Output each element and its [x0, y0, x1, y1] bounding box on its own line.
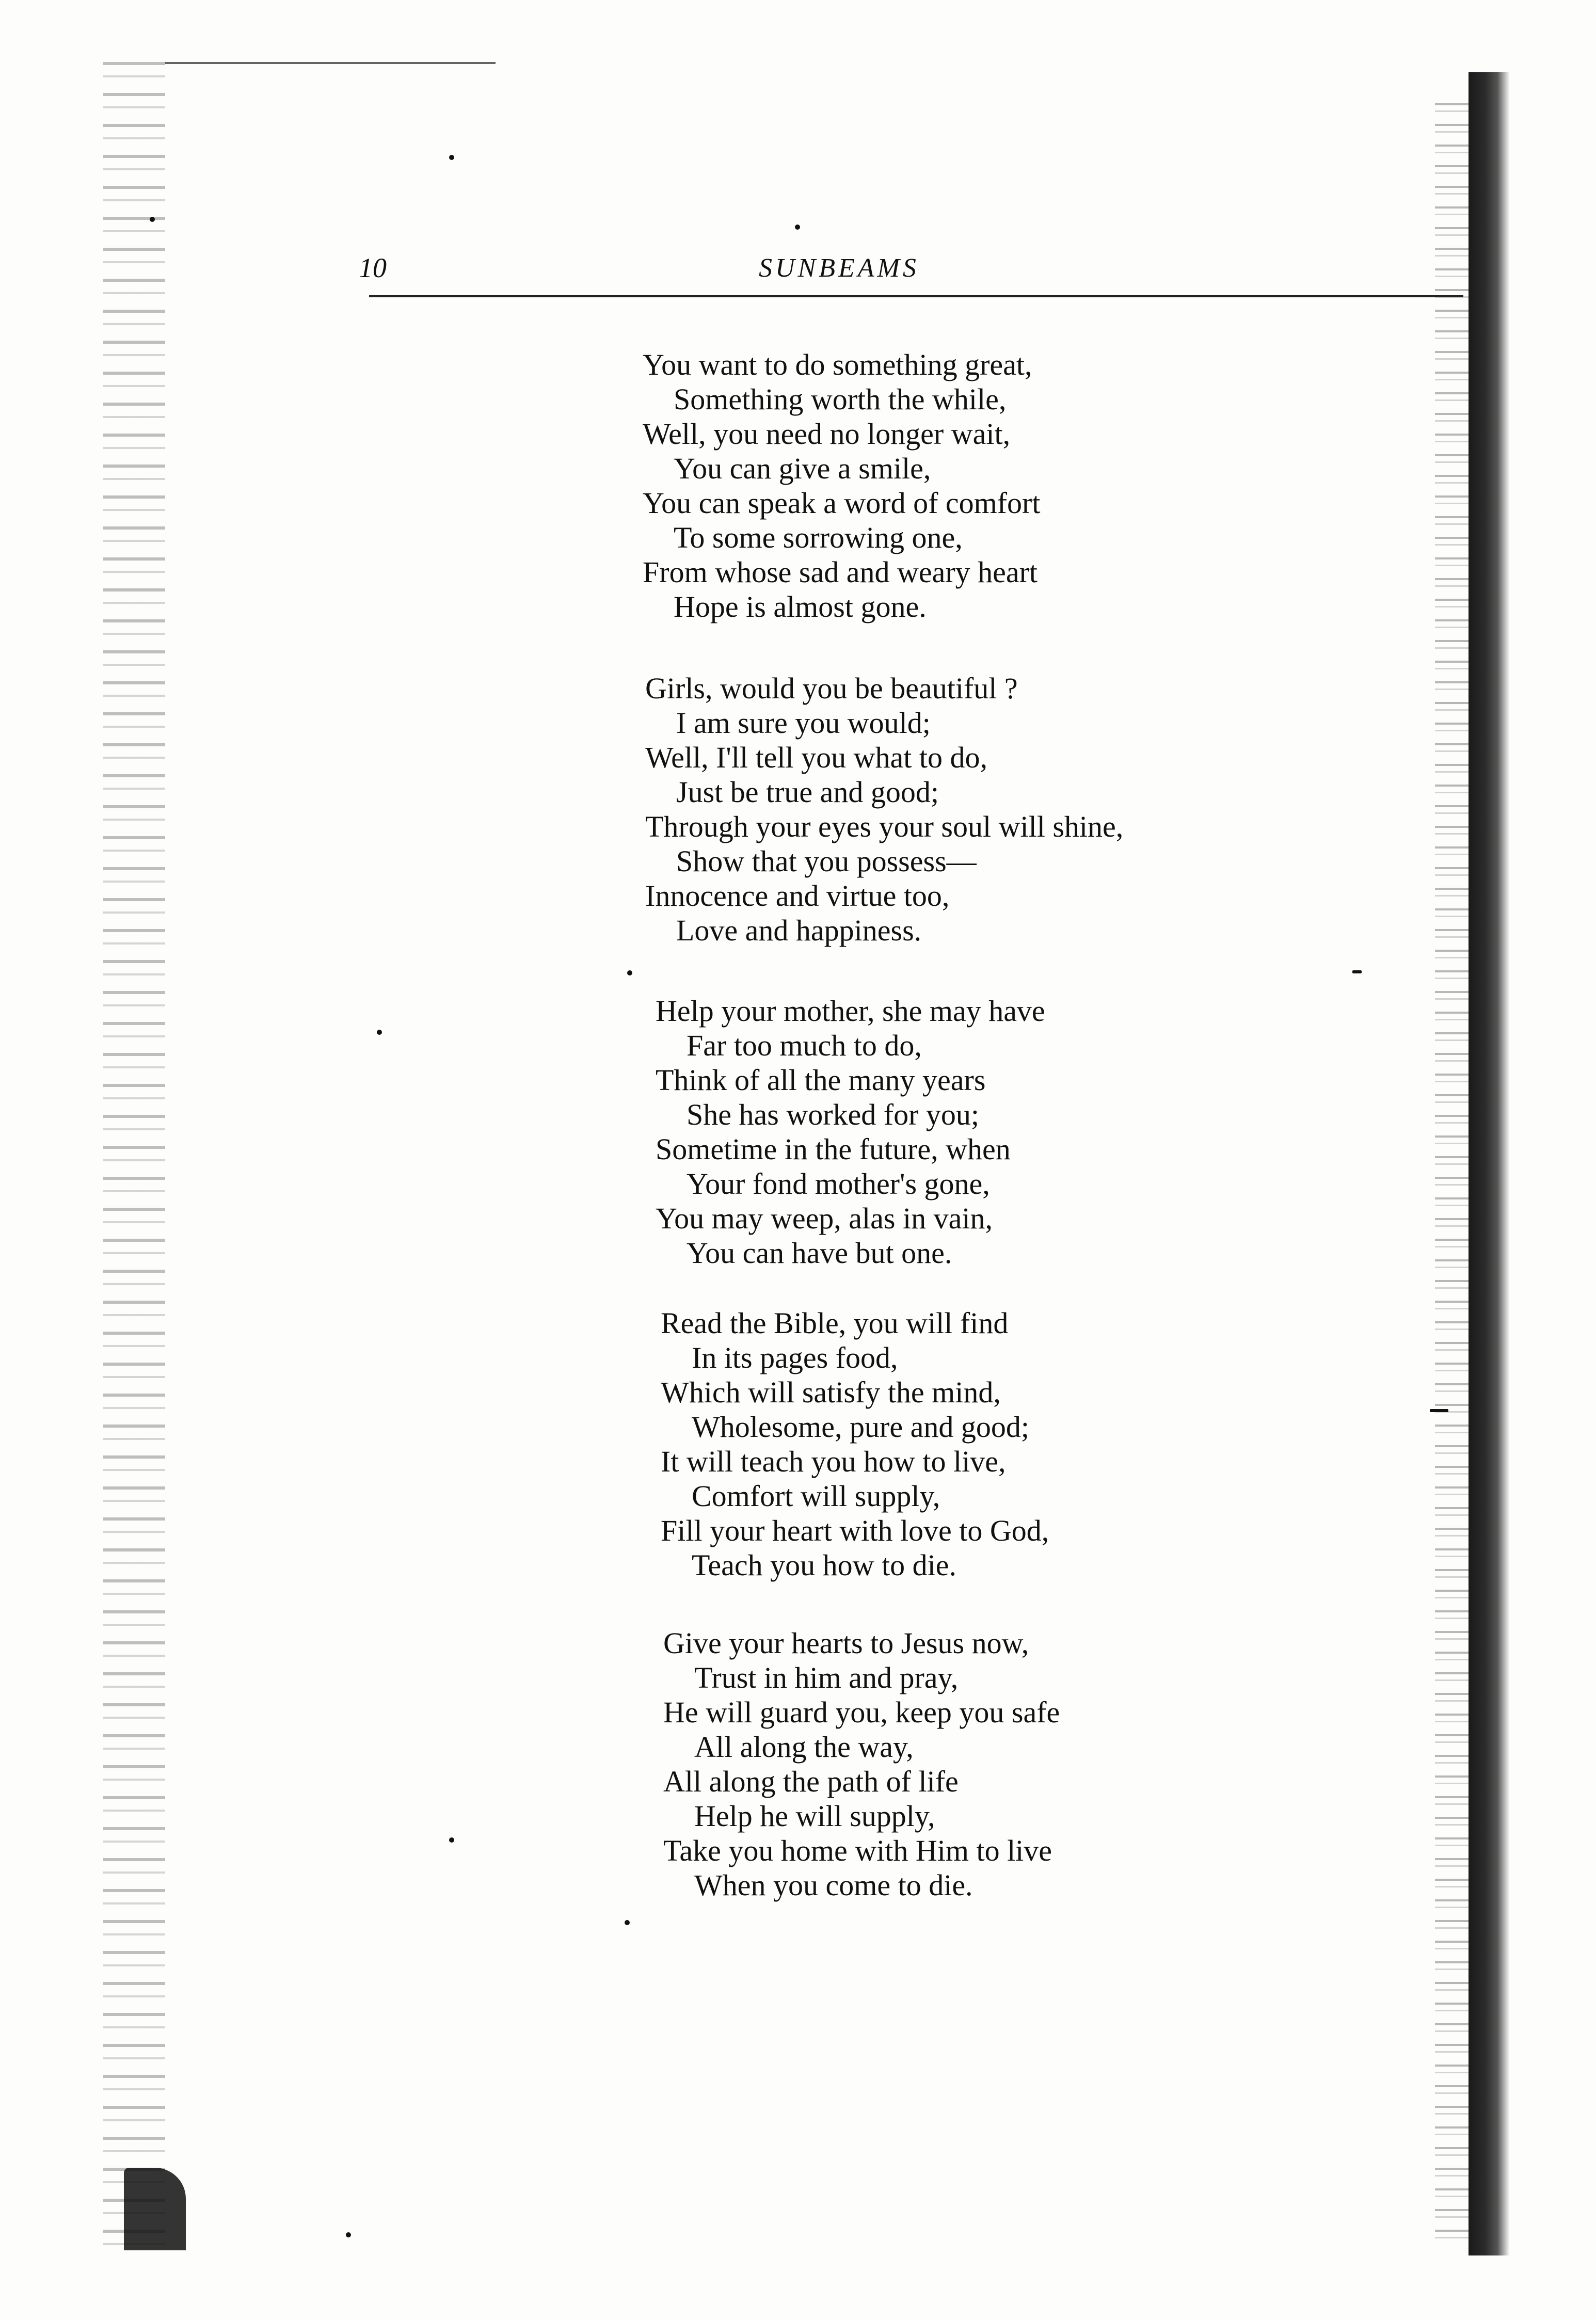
poem-line: Wholesome, pure and good;	[692, 1410, 1029, 1444]
poem-line: Love and happiness.	[676, 914, 922, 947]
stanza-2	[645, 671, 1123, 948]
left-page-edge-shadow	[103, 62, 165, 2255]
poem-line: Think of all the many years	[656, 1063, 986, 1097]
top-scan-line	[165, 62, 496, 64]
poem-line: It will teach you how to live,	[661, 1445, 1006, 1478]
running-head: SUNBEAMS	[759, 253, 919, 283]
poem-line: Hope is almost gone.	[674, 590, 927, 623]
poem-line: Show that you possess—	[676, 844, 977, 878]
speck	[377, 1030, 382, 1035]
poem-line: Comfort will supply,	[692, 1479, 940, 1513]
stanza-4	[661, 1306, 1049, 1582]
poem-line: Just be true and good;	[676, 775, 939, 809]
poem-line: All along the way,	[694, 1730, 914, 1764]
poem-line: Help your mother, she may have	[656, 994, 1045, 1028]
speck	[449, 155, 454, 160]
poem-line: Through your eyes your soul will shine,	[645, 810, 1124, 843]
speck	[346, 2232, 351, 2237]
poem-line: Well, you need no longer wait,	[643, 417, 1011, 451]
poem-line: Give your hearts to Jesus now,	[663, 1626, 1029, 1660]
poem-line: I am sure you would;	[676, 706, 931, 740]
speck	[150, 217, 155, 222]
poem-line: You want to do something great,	[643, 348, 1032, 381]
header-rule	[369, 295, 1463, 297]
poem-line: Teach you how to die.	[692, 1548, 956, 1582]
speck	[1352, 970, 1362, 973]
speck	[795, 225, 800, 230]
poem-line: Trust in him and pray,	[694, 1661, 959, 1694]
page-number: 10	[359, 252, 387, 283]
poem-line: Fill your heart with love to God,	[661, 1514, 1049, 1547]
poem-line: When you come to die.	[694, 1868, 973, 1902]
speck	[1430, 1409, 1448, 1412]
poem-line: From whose sad and weary heart	[643, 555, 1038, 589]
poem-line: Sometime in the future, when	[656, 1132, 1011, 1166]
right-edge-fray	[1435, 103, 1471, 2245]
poem-line: You can speak a word of comfort	[643, 486, 1041, 520]
bottom-left-ink-blot	[124, 2168, 186, 2250]
poem-line: All along the path of life	[663, 1765, 959, 1798]
poem-line: Your fond mother's gone,	[687, 1167, 990, 1201]
poem-line: Read the Bible, you will find	[661, 1306, 1009, 1340]
poem-line: You can give a smile,	[674, 452, 931, 485]
poem-line: Something worth the while,	[674, 382, 1007, 416]
poem-line: Help he will supply,	[694, 1799, 935, 1833]
speck	[449, 1837, 454, 1843]
stanza-3	[656, 994, 1045, 1270]
right-page-edge-shadow	[1469, 72, 1510, 2255]
poem-line: Innocence and virtue too,	[645, 879, 950, 913]
stanza-1	[643, 347, 1040, 624]
stanza-5	[663, 1626, 1060, 1902]
poem-line: Girls, would you be beautiful ?	[645, 671, 1018, 705]
poem-line: To some sorrowing one,	[674, 521, 963, 554]
poem-line: In its pages food,	[692, 1341, 898, 1374]
poem-line: Far too much to do,	[687, 1029, 922, 1062]
speck	[627, 970, 632, 975]
speck	[625, 1920, 630, 1925]
poem-line: Well, I'll tell you what to do,	[645, 741, 988, 774]
poem-line: He will guard you, keep you safe	[663, 1695, 1060, 1729]
poem-line: She has worked for you;	[687, 1098, 980, 1131]
poem-line: Which will satisfy the mind,	[661, 1375, 1001, 1409]
poem-line: Take you home with Him to live	[663, 1834, 1052, 1867]
poem-line: You can have but one.	[687, 1236, 952, 1270]
poem-line: You may weep, alas in vain,	[656, 1202, 993, 1235]
